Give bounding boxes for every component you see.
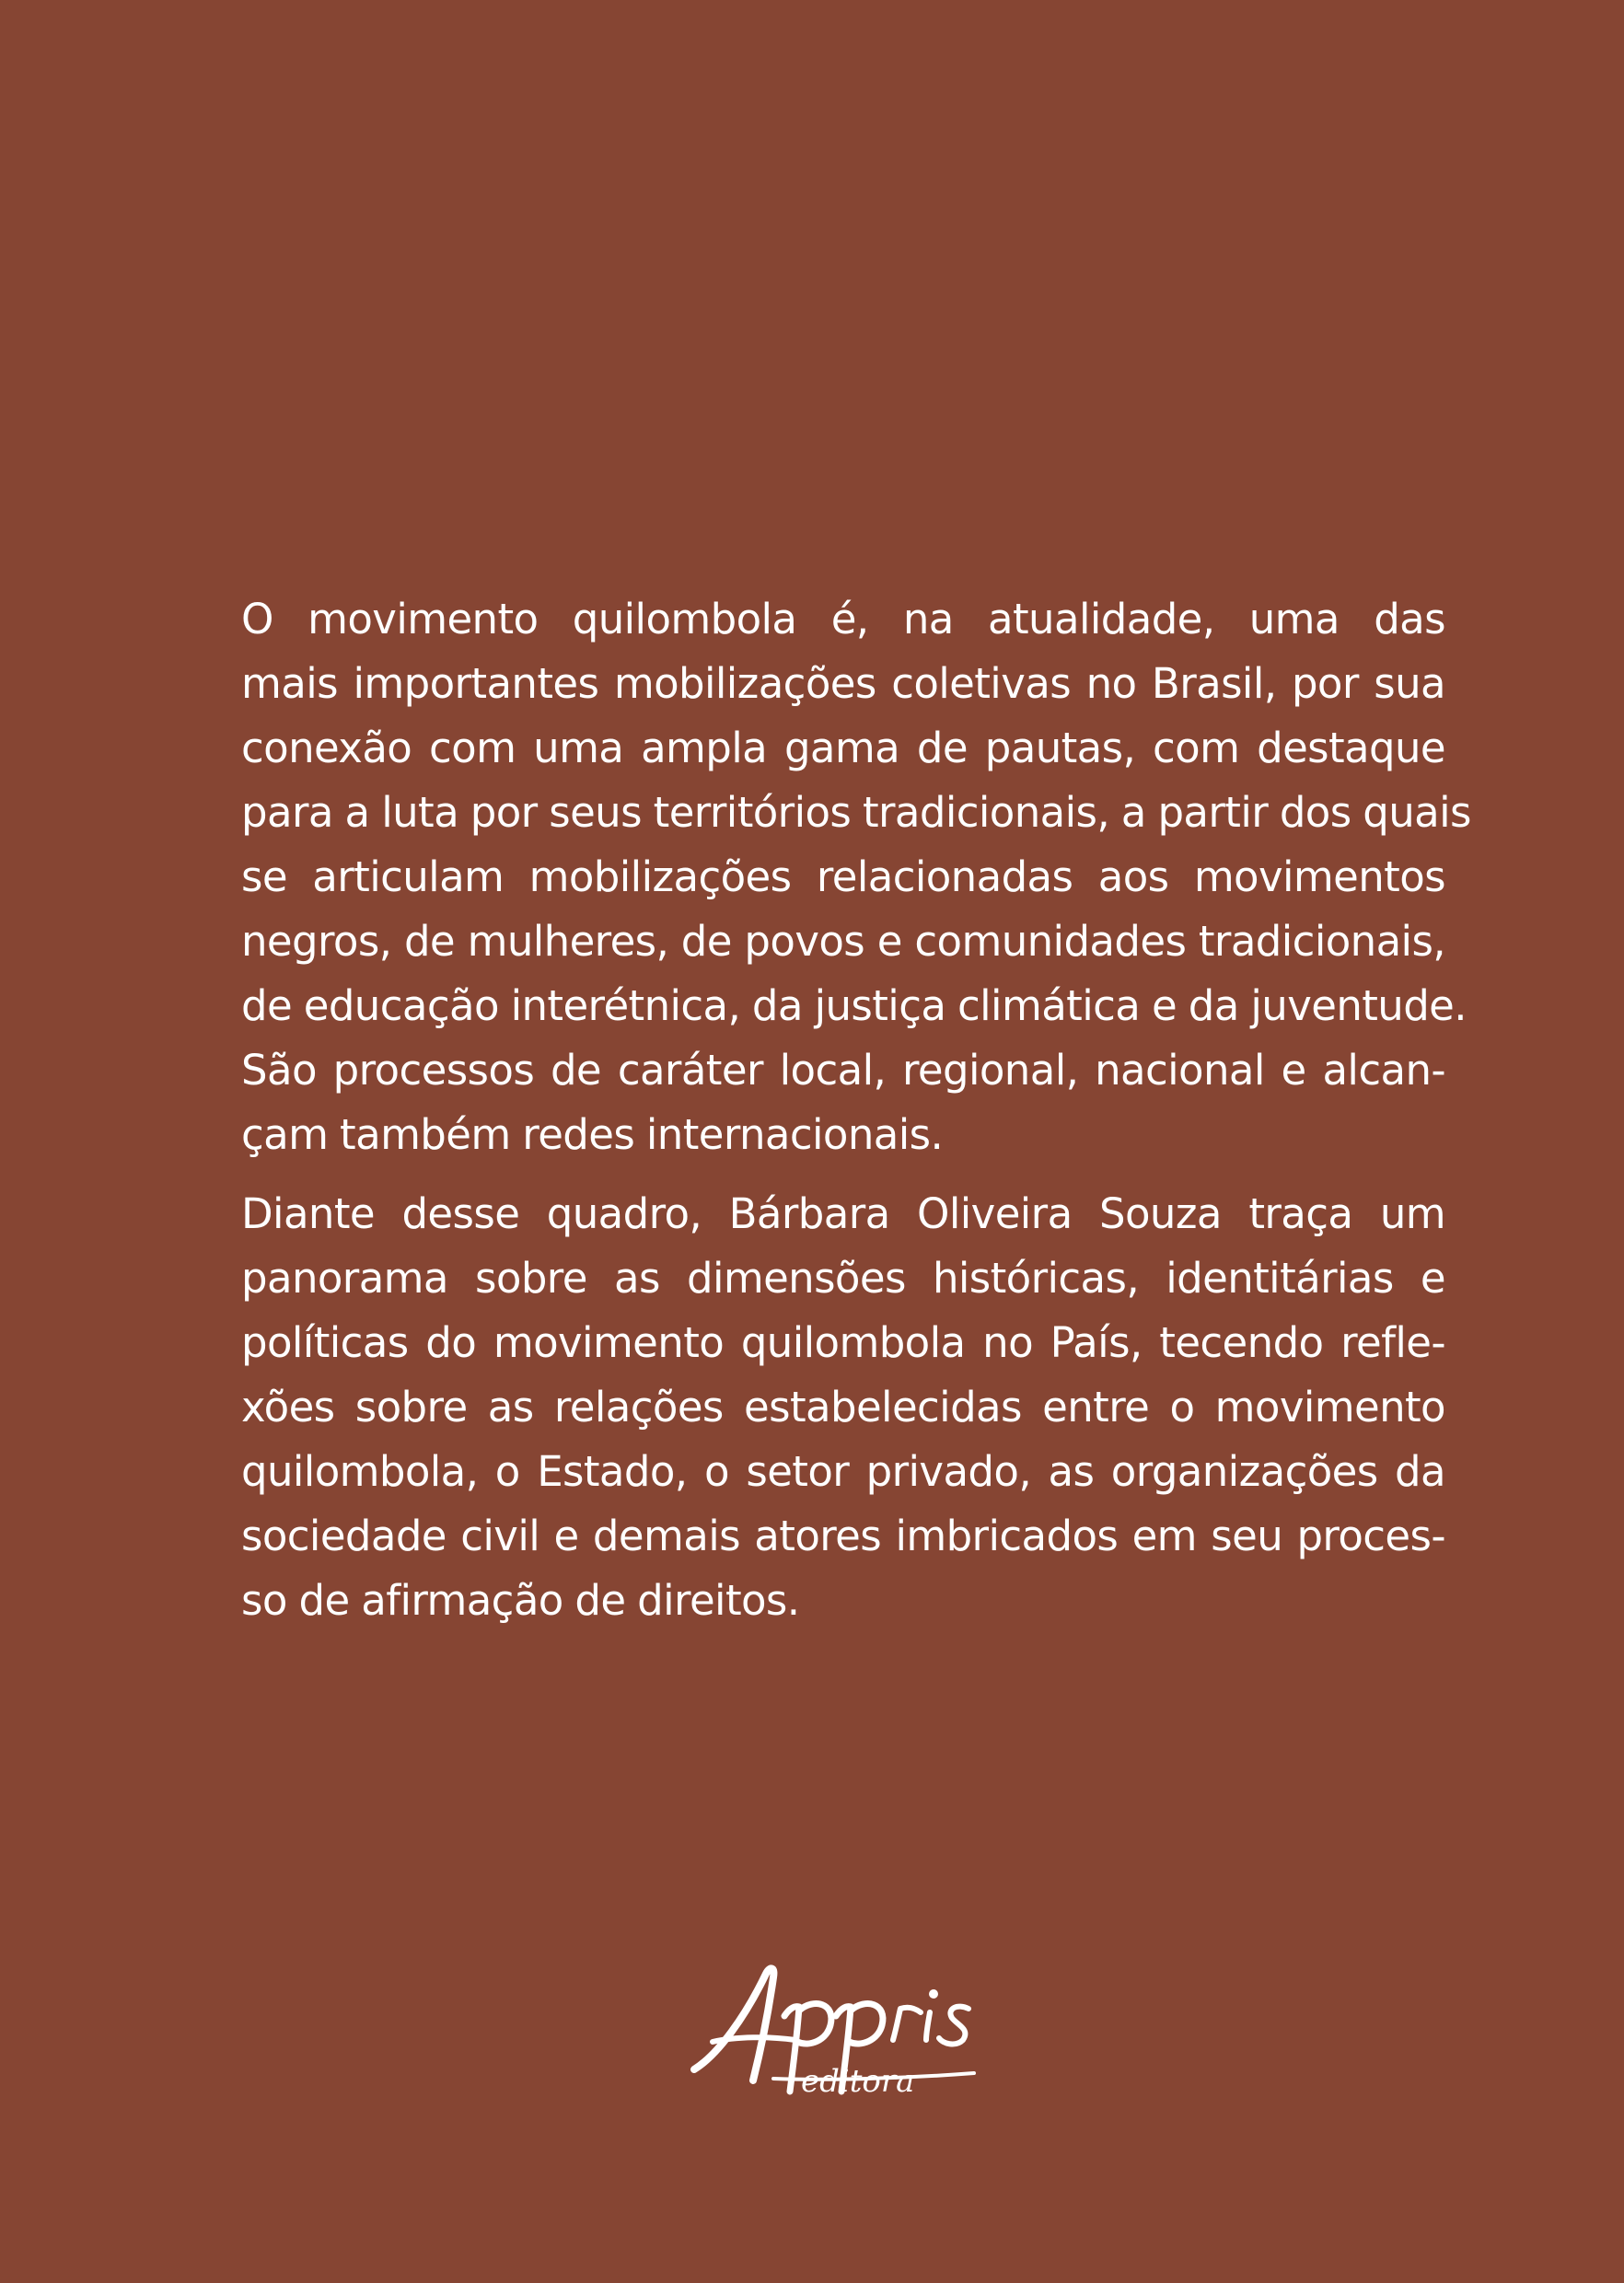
text-line: O movimento quilombola é, na atualidade, uma das xyxy=(241,595,1445,643)
logo-subtitle: editora xyxy=(801,2063,915,2100)
text-line: panorama sobre as dimensões históricas, identitárias e xyxy=(241,1254,1445,1303)
text-line: São processos de caráter local, regional, nacional e alcan- xyxy=(241,1046,1445,1095)
paragraph-2 xyxy=(164,1182,1445,1633)
paragraph-1 xyxy=(164,587,1471,1167)
text-line: negros, de mulheres, de povos e comunidades tradicionais, xyxy=(241,917,1445,966)
text-line: so de afirmação de direitos. xyxy=(241,1576,800,1625)
text-line: mais importantes mobilizações coletivas no Brasil, por sua xyxy=(241,659,1445,708)
back-cover-text xyxy=(164,587,1471,1633)
text-line: de educação interétnica, da justiça climática e da juventude. xyxy=(241,981,1467,1030)
text-line: Diante desse quadro, Bárbara Oliveira Souza traça um xyxy=(241,1189,1445,1238)
text-line: políticas do movimento quilombola no País, tecendo refle- xyxy=(241,1318,1445,1367)
publisher-logo-icon xyxy=(681,1952,1013,2108)
appris-editora-logo xyxy=(681,1952,1013,2108)
text-line: quilombola, o Estado, o setor privado, as organizações da xyxy=(241,1447,1445,1496)
text-line: para a luta por seus territórios tradicionais, a partir dos quais xyxy=(241,788,1471,837)
text-line: sociedade civil e demais atores imbricados em seu proces- xyxy=(241,1512,1445,1560)
text-line: çam também redes internacionais. xyxy=(241,1110,944,1159)
text-line: conexão com uma ampla gama de pautas, com destaque xyxy=(241,724,1445,772)
text-line: xões sobre as relações estabelecidas entre o movimento xyxy=(241,1383,1445,1431)
text-line: se articulam mobilizações relacionadas aos movimentos xyxy=(241,852,1445,901)
